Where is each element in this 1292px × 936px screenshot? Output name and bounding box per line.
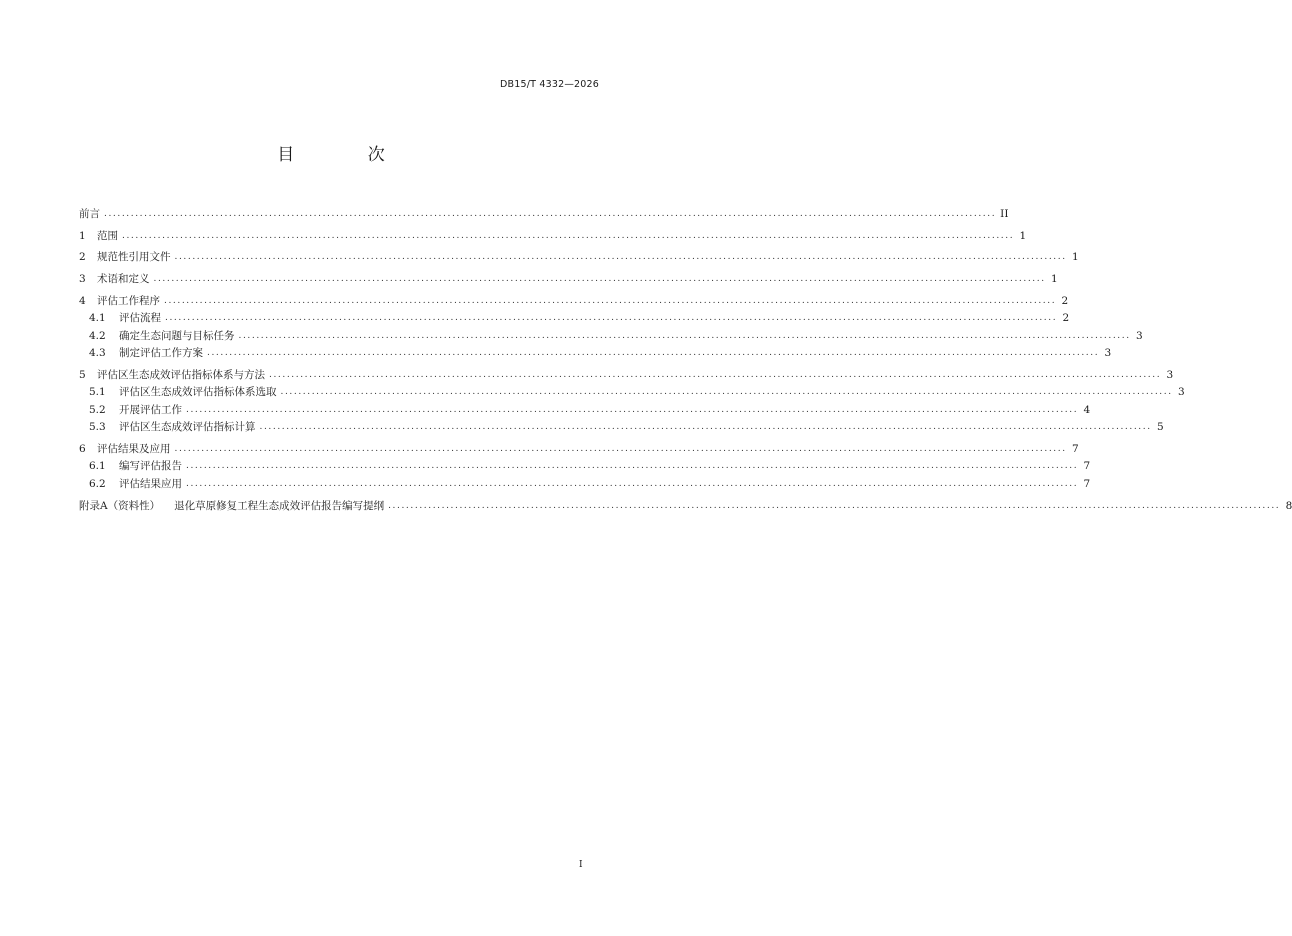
toc-leader-dots: ........................................................................................................................................................................................................	[153, 274, 1046, 285]
toc-entry-page: 5	[1156, 421, 1164, 434]
toc-leader-dots: ........................................................................................................................................................................................................	[207, 348, 1100, 359]
toc-entry-number: 6.2	[89, 477, 106, 490]
toc-entry[interactable]	[79, 399, 1091, 416]
toc-entry-number: 5.1	[89, 386, 106, 399]
table-of-contents	[79, 199, 1292, 513]
toc-entry-number: 5.3	[89, 421, 106, 434]
toc-entry[interactable]	[79, 491, 1292, 513]
toc-leader-dots: ........................................................................................................................................................................................................	[104, 208, 997, 219]
toc-entry-page: 2	[1061, 294, 1069, 307]
toc-entry[interactable]	[79, 434, 1079, 456]
toc-entry-page: 1	[1050, 273, 1058, 286]
toc-leader-dots: ........................................................................................................................................................................................................	[238, 330, 1131, 341]
toc-entry-number: 5	[79, 368, 86, 381]
toc-entry-page: 3	[1104, 347, 1112, 360]
toc-entry-title: 制定评估工作方案	[119, 347, 203, 360]
toc-entry-number: 4.2	[89, 329, 106, 342]
toc-entry-title: 术语和定义	[97, 273, 150, 286]
toc-entry-number: 4.1	[89, 312, 106, 325]
page-title: 目 次	[277, 145, 419, 165]
toc-leader-dots: ........................................................................................................................................................................................................	[186, 404, 1079, 415]
toc-leader-dots: ........................................................................................................................................................................................................	[122, 230, 1015, 241]
toc-entry-number: 4.3	[89, 347, 106, 360]
toc-entry[interactable]	[79, 325, 1143, 342]
toc-entry-title: 前言	[79, 207, 100, 220]
toc-entry[interactable]	[79, 199, 1009, 221]
toc-leader-dots: ........................................................................................................................................................................................................	[186, 461, 1079, 472]
toc-entry[interactable]	[79, 417, 1164, 434]
toc-entry[interactable]	[79, 382, 1185, 399]
document-code: DB15/T 4332—2026	[500, 79, 599, 90]
toc-entry-number: 3	[79, 273, 86, 286]
toc-entry[interactable]	[79, 221, 1027, 243]
toc-entry-title: 评估区生态成效评估指标体系选取	[119, 386, 277, 399]
toc-entry-page: 4	[1083, 403, 1091, 416]
toc-entry-title: 退化草原修复工程生态成效评估报告编写提纲	[174, 499, 385, 512]
toc-entry-title: 确定生态问题与目标任务	[119, 329, 235, 342]
toc-leader-dots: ........................................................................................................................................................................................................	[269, 369, 1162, 380]
toc-entry-title: 范围	[97, 229, 118, 242]
page-number: I	[579, 860, 583, 870]
toc-entry[interactable]	[79, 456, 1091, 473]
toc-entry-title: 评估区生态成效评估指标计算	[119, 421, 256, 434]
toc-entry-page: 7	[1083, 477, 1091, 490]
toc-entry-page: 1	[1071, 251, 1079, 264]
toc-entry-title: 评估流程	[119, 312, 161, 325]
toc-entry-title: 规范性引用文件	[97, 251, 171, 264]
toc-leader-dots: ........................................................................................................................................................................................................	[164, 295, 1057, 306]
toc-entry-number: 1	[79, 229, 86, 242]
toc-entry-page: 2	[1062, 312, 1070, 325]
toc-entry[interactable]	[79, 308, 1070, 325]
toc-entry[interactable]	[79, 473, 1091, 490]
toc-leader-dots: ........................................................................................................................................................................................................	[186, 478, 1079, 489]
toc-entry-page: 3	[1135, 329, 1143, 342]
toc-leader-dots: ........................................................................................................................................................................................................	[259, 422, 1152, 433]
toc-entry-number: 6.1	[89, 460, 106, 473]
toc-entry-page: 7	[1071, 442, 1079, 455]
toc-entry-page: 7	[1083, 460, 1091, 473]
toc-entry[interactable]	[79, 243, 1079, 265]
toc-entry-number: 2	[79, 251, 86, 264]
toc-entry-number: 5.2	[89, 403, 106, 416]
toc-leader-dots: ........................................................................................................................................................................................................	[388, 500, 1281, 511]
toc-entry-page: II	[1000, 207, 1009, 220]
toc-entry[interactable]	[79, 360, 1174, 382]
toc-entry-title: 开展评估工作	[119, 403, 182, 416]
toc-entry-page: 8	[1285, 499, 1292, 512]
toc-entry-title: 评估结果应用	[119, 477, 182, 490]
toc-leader-dots: ........................................................................................................................................................................................................	[280, 387, 1173, 398]
toc-leader-dots: ........................................................................................................................................................................................................	[174, 443, 1067, 454]
toc-entry[interactable]	[79, 343, 1112, 360]
toc-entry-title: 评估区生态成效评估指标体系与方法	[97, 368, 265, 381]
toc-entry-page: 3	[1177, 386, 1185, 399]
toc-entry-number: 4	[79, 294, 86, 307]
toc-entry-title: 评估结果及应用	[97, 442, 171, 455]
toc-entry-number: 附录A（资料性）	[79, 499, 161, 512]
toc-entry-page: 1	[1019, 229, 1027, 242]
toc-entry-title: 评估工作程序	[97, 294, 160, 307]
toc-entry-number: 6	[79, 442, 86, 455]
toc-entry-title: 编写评估报告	[119, 460, 182, 473]
toc-entry[interactable]	[79, 264, 1058, 286]
toc-entry[interactable]	[79, 286, 1069, 308]
toc-leader-dots: ........................................................................................................................................................................................................	[165, 313, 1058, 324]
toc-entry-page: 3	[1166, 368, 1174, 381]
toc-leader-dots: ........................................................................................................................................................................................................	[174, 252, 1067, 263]
